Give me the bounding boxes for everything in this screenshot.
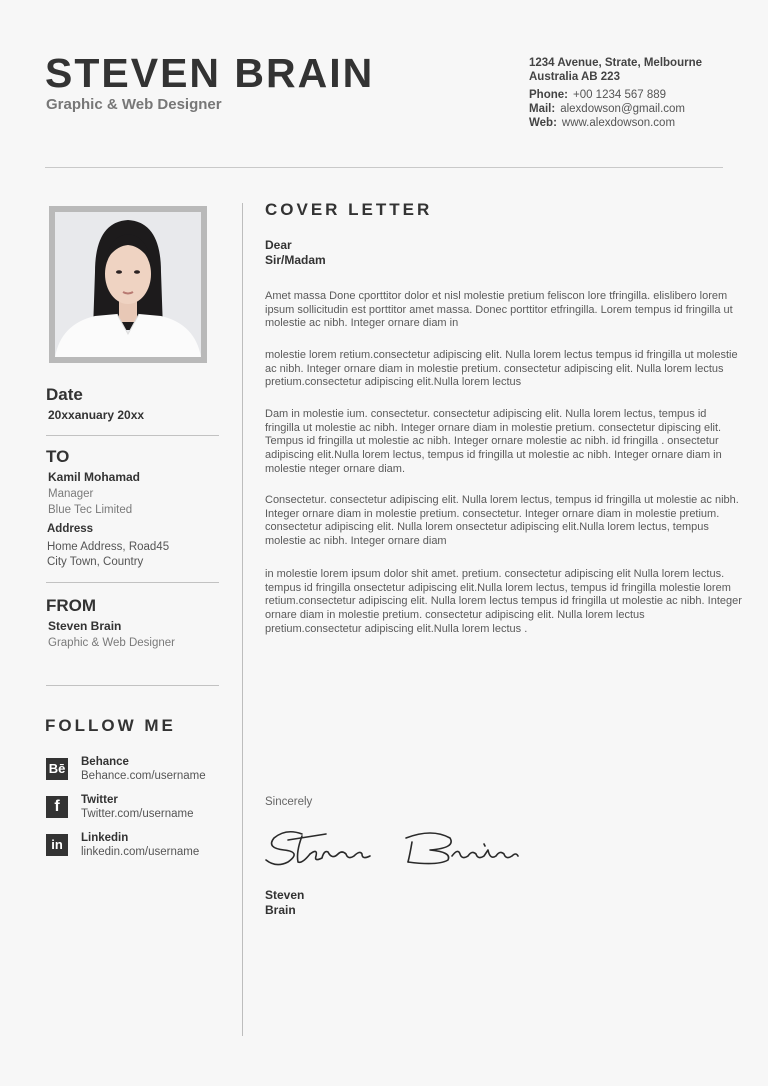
mail-value[interactable]: alexdowson@gmail.com (560, 103, 686, 115)
greeting-line-2: Sir/Madam (265, 253, 326, 267)
from-heading: FROM (46, 596, 97, 615)
social-handle[interactable]: linkedin.com/username (81, 846, 200, 858)
behance-icon: Bē (46, 758, 68, 780)
recipient-role: Manager (48, 488, 94, 500)
mail-label: Mail: (529, 103, 556, 115)
facebook-icon: f (46, 796, 68, 818)
web-value[interactable]: www.alexdowson.com (561, 117, 676, 129)
greeting (265, 238, 326, 268)
web-label: Web: (529, 117, 557, 129)
letter-paragraph: in molestie lorem ipsum dolor shit amet. pretium. consectetur adipiscing elit Nulla lorem lectus. tempus id fringilla onsectetur adipiscing elit.Nulla lorem lectus, tempus id fringilla molestie lorem retium.consectetur adipiscing elit. Nulla lorem lectus tempus id fringilla ut molestie ac nibh. Integer ornare diam in molestie pretium. consectetur adipiscing elit. Nulla lorem lectus pretium.consectetur adipiscing elit.Nulla lorem lectus . (265, 568, 742, 635)
profile-photo (55, 212, 201, 357)
sidebar-divider (46, 435, 219, 436)
date-value: 20xxanuary 20xx (48, 408, 145, 422)
social-name: Behance (81, 756, 129, 768)
letter-paragraph: Amet massa Done cporttitor dolor et nisl molestie pretium feliscon lore tfringilla. elislibero lorem ipsum sollicitudin est porttitor amet massa. Donec porttitor etfringilla. Lorem tempus id fringilla ut molestie ac nibh. Integer ornare diam in (265, 290, 733, 330)
applicant-name: STEVEN BRAIN (45, 50, 375, 96)
follow-heading: FOLLOW ME (45, 716, 176, 735)
applicant-tagline: Graphic & Web Designer (46, 96, 222, 113)
social-link-behance[interactable] (46, 756, 236, 782)
address-line-1: 1234 Avenue, Strate, Melbourne (529, 57, 702, 69)
social-link-twitter[interactable] (46, 794, 236, 820)
recipient-address-2: City Town, Country (47, 556, 144, 568)
address-line-2: Australia AB 223 (529, 71, 620, 83)
greeting-line-1: Dear (265, 238, 292, 252)
handwritten-signature (262, 820, 532, 880)
signer-first-name: Steven (265, 888, 305, 902)
recipient-address-1: Home Address, Road45 (47, 541, 170, 553)
phone-value: +00 1234 567 889 (572, 89, 667, 101)
recipient-name: Kamil Mohamad (48, 470, 141, 484)
phone-label: Phone: (529, 89, 568, 101)
cover-letter-title: COVER LETTER (265, 200, 433, 219)
letter-paragraph: Consectetur. consectetur adipiscing elit. Nulla lorem lectus, tempus id fringilla ut molestie ac nibh. Integer ornare diam in molestie pretium. consectetur. Integer ornare diam in molestie pretium. consectetur adipiscing elit. Nulla lorem onsectetur adipiscing elit.Nulla lorem lectus, tempus molestie ac nibh. Integer ornare diam (265, 494, 739, 548)
column-divider (242, 203, 243, 1036)
letter-paragraph: molestie lorem retium.consectetur adipiscing elit. Nulla lorem lectus tempus id fringilla ut molestie ac nibh. Integer ornare diam in molestie pretium. consectetur adipiscing elit. Nulla lorem lectus pretium.consectetur adipiscing elit.Nulla lorem lectus (265, 349, 738, 389)
mail-row (529, 102, 749, 116)
web-row (529, 116, 749, 130)
date-heading: Date (46, 385, 83, 404)
contact-block (529, 56, 749, 130)
sidebar-divider (46, 685, 219, 686)
social-name: Twitter (81, 794, 118, 806)
signer-last-name: Brain (265, 903, 296, 917)
sender-name: Steven Brain (48, 619, 122, 633)
social-name: Linkedin (81, 832, 129, 844)
social-handle[interactable]: Twitter.com/username (81, 808, 194, 820)
phone-row (529, 88, 749, 102)
signer-name (265, 888, 304, 918)
sender-role: Graphic & Web Designer (48, 637, 175, 649)
header-divider (45, 167, 723, 168)
sidebar-divider (46, 582, 219, 583)
recipient-company: Blue Tec Limited (48, 504, 133, 516)
letter-paragraph: Dam in molestie ium. consectetur. consectetur adipiscing elit. Nulla lorem lectus, tempus id fringilla ut molestie ac nibh. Integer ornare diam in molestie pretium. consectetur dipiscing elit. Tempus id fringilla ut molestie ac nibh. Integer ornare molestie ac nibh. id fringilla . onsectetur adipiscing elit.Nulla lorem lectus, tempus id fringilla ut molestie ac nibh. Integer ornare diam in molestie nteger ornare diam. (265, 408, 722, 475)
linkedin-icon: in (46, 834, 68, 856)
social-link-linkedin[interactable] (46, 832, 236, 858)
address-heading: Address (47, 523, 94, 535)
to-heading: TO (46, 447, 70, 466)
closing: Sincerely (265, 796, 313, 808)
signature (262, 820, 532, 885)
portrait-illustration (55, 212, 201, 357)
social-handle[interactable]: Behance.com/username (81, 770, 206, 782)
